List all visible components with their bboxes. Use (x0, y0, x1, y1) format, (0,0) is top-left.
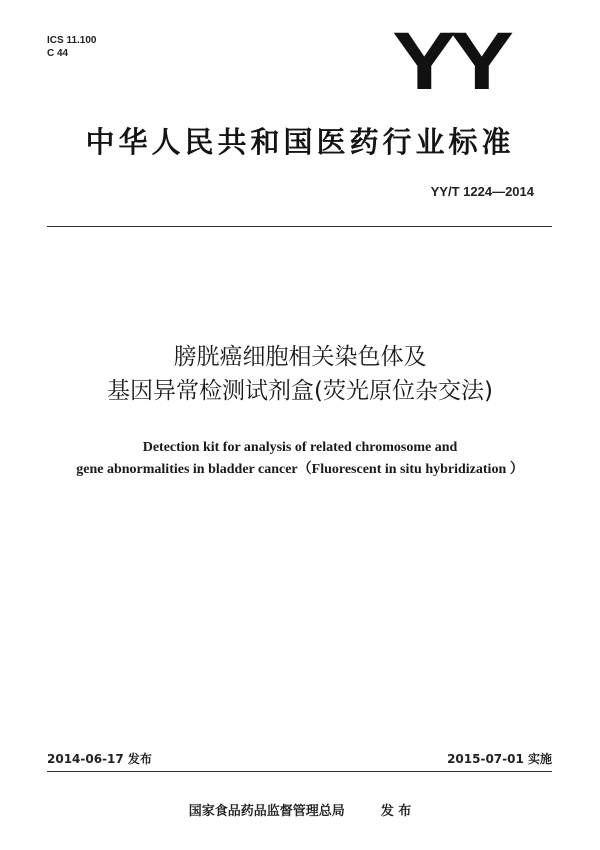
publisher-name: 国家食品药品监督管理总局 (188, 804, 345, 819)
effective-date: 2015-07-01 实施 (447, 752, 552, 766)
publisher-action: 发 布 (380, 804, 412, 819)
ics-code: ICS 11.100 (47, 35, 97, 46)
title-english (0, 437, 600, 481)
yy-logo: YY (392, 16, 507, 107)
classification-codes (47, 34, 96, 60)
title-english-line-1: Detection kit for analysis of related chromosome and (142, 440, 458, 455)
ccs-code: C 44 (47, 48, 69, 59)
title-chinese (0, 340, 600, 408)
issue-date: 2014-06-17 发布 (47, 752, 152, 766)
standard-type-title: 中华人民共和国医药行业标准 (85, 125, 515, 159)
title-english-line-2: gene abnormalities in bladder cancer（Fluorescent in situ hybridization ） (76, 462, 524, 477)
bottom-divider (47, 771, 552, 772)
publisher (0, 800, 600, 819)
standard-number: YY/T 1224—2014 (430, 184, 534, 199)
title-chinese-line-2: 基因异常检测试剂盒(荧光原位杂交法) (107, 378, 493, 404)
top-divider (47, 226, 552, 227)
title-chinese-line-1: 膀胱癌细胞相关染色体及 (173, 344, 427, 370)
